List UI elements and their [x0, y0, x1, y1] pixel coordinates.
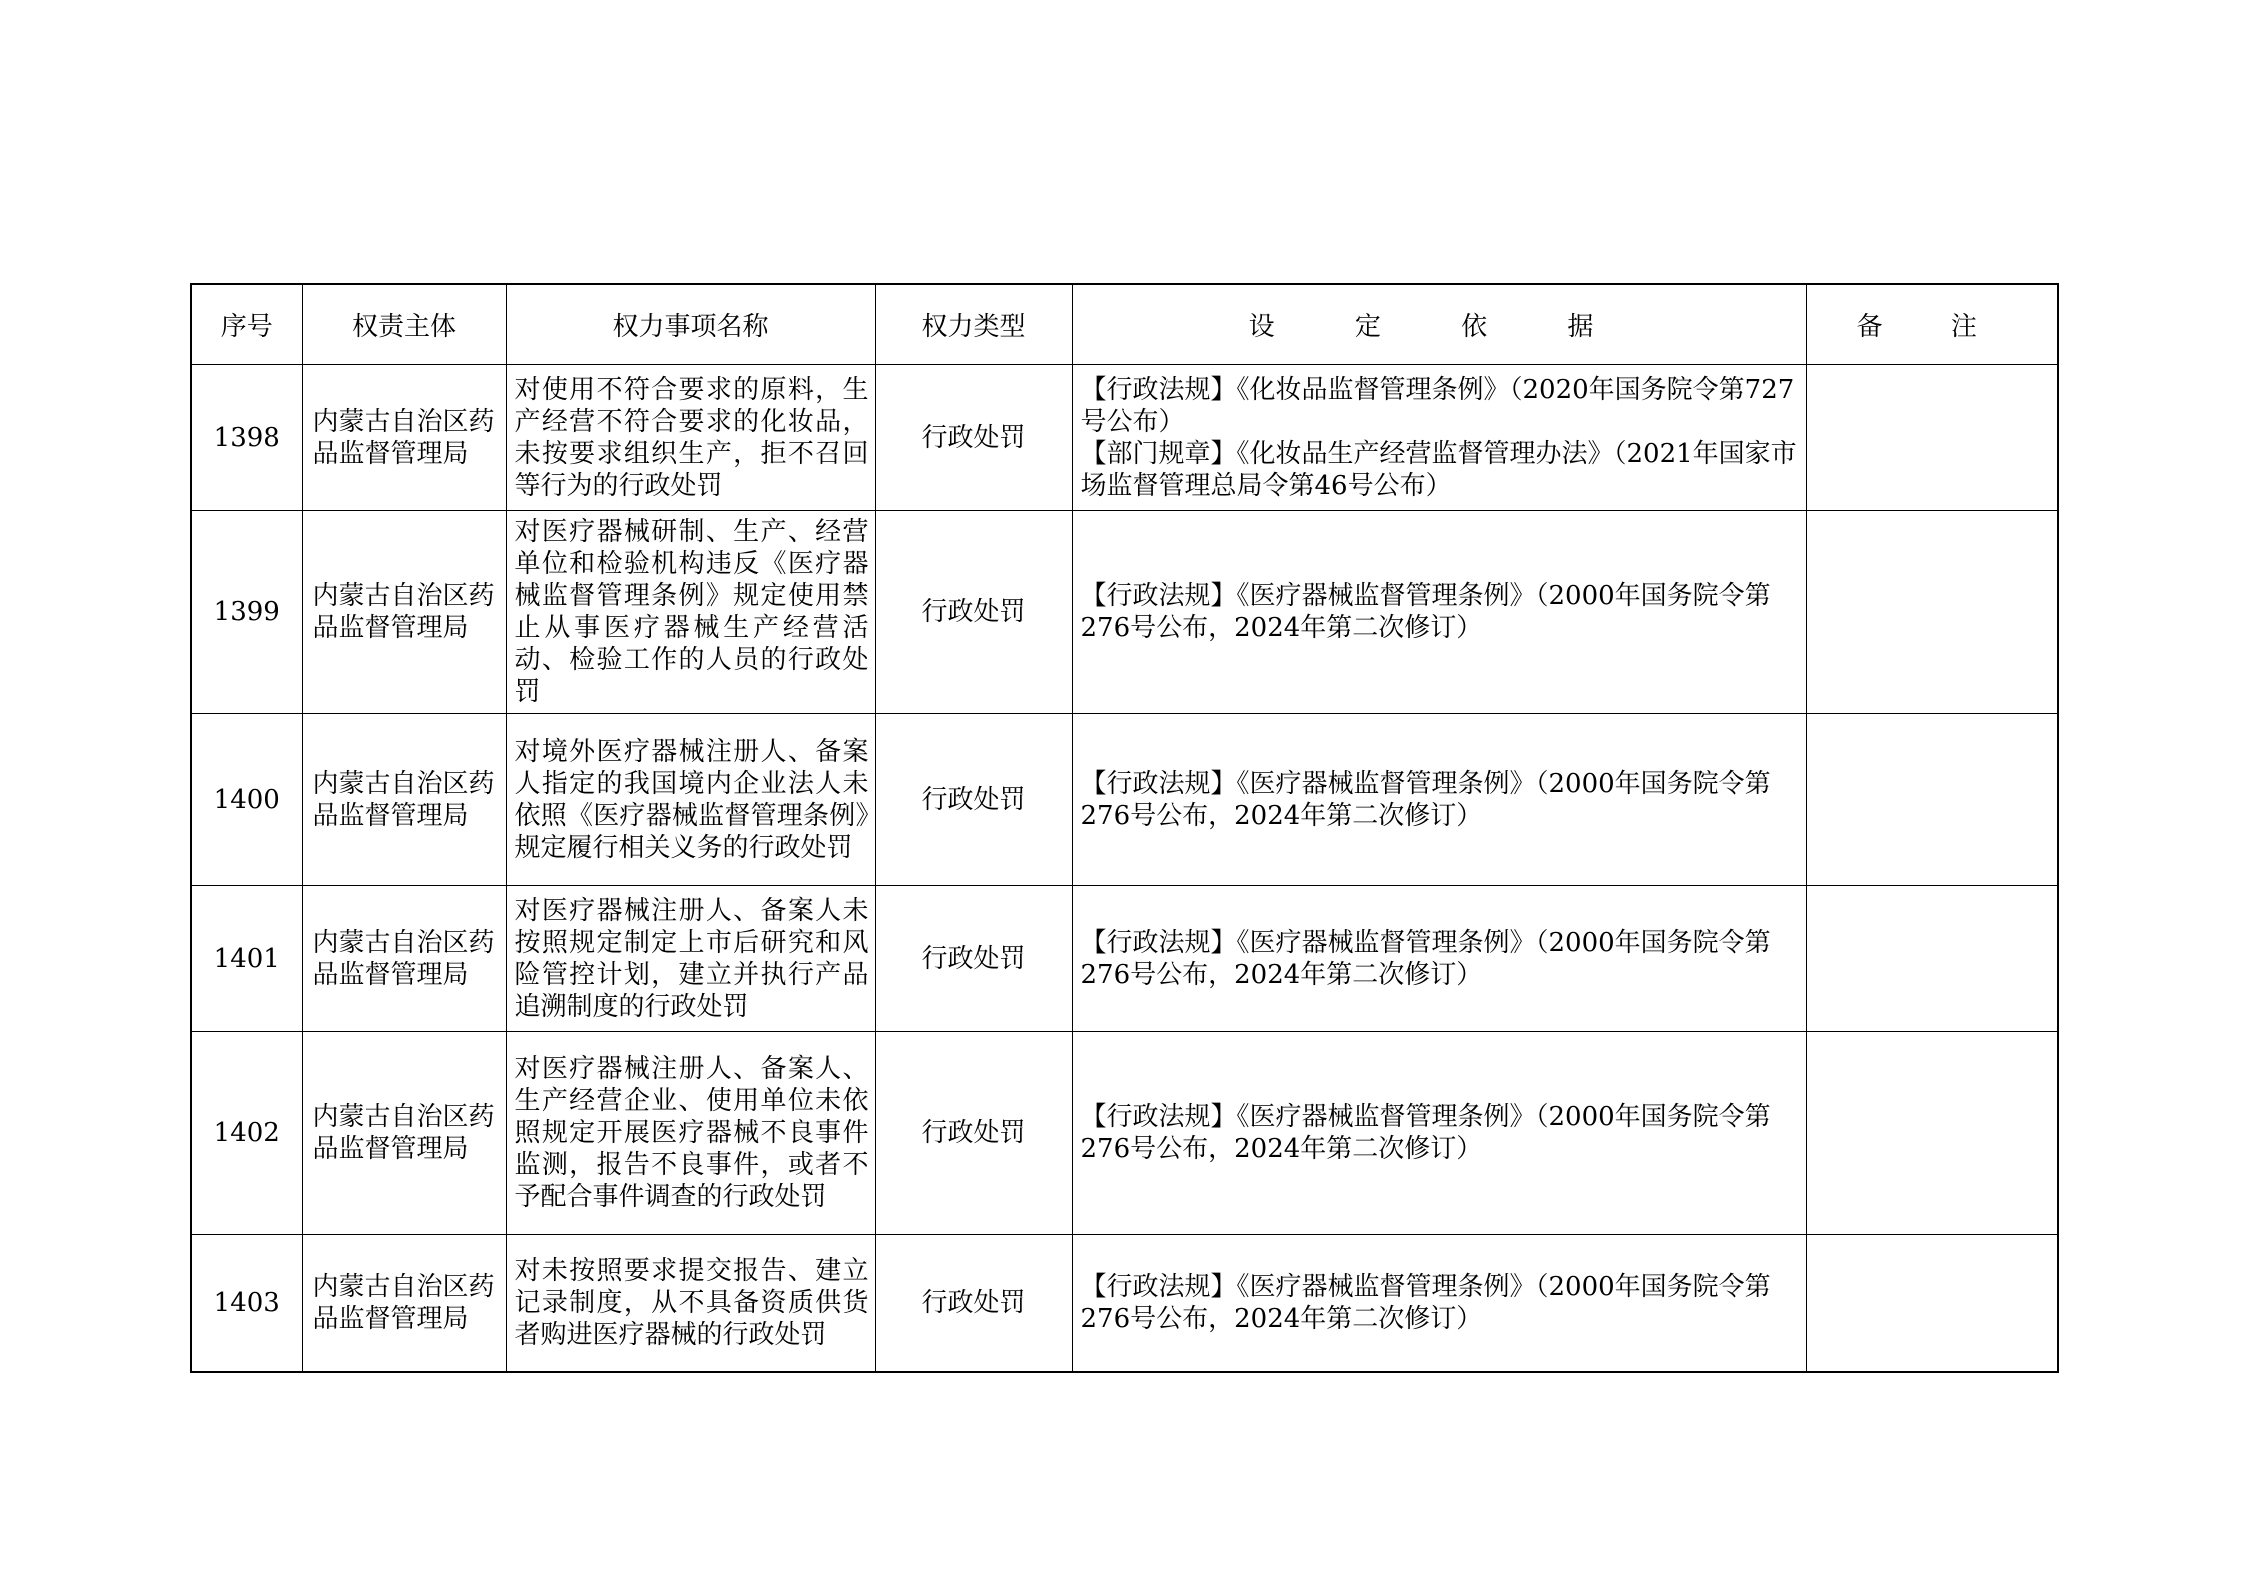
legal-basis-line: 【行政法规】《医疗器械监督管理条例》（2000年国务院令第276号公布，2024年第二次修订） — [1080, 927, 1771, 990]
legal-basis-line: 【行政法规】《医疗器械监督管理条例》（2000年国务院令第276号公布，2024年第二次修订） — [1080, 768, 1771, 831]
cell-power-type: 行政处罚 — [875, 1235, 1072, 1372]
cell-responsible-body: 内蒙古自治区药品监督管理局 — [302, 714, 506, 886]
legal-basis-line: 【行政法规】《医疗器械监督管理条例》（2000年国务院令第276号公布，2024年第二次修订） — [1080, 1271, 1771, 1334]
power-list-table-container — [190, 283, 2057, 1373]
cell-legal-basis — [1072, 365, 1806, 511]
cell-power-type: 行政处罚 — [875, 511, 1072, 714]
legal-basis-line: 【行政法规】《医疗器械监督管理条例》（2000年国务院令第276号公布，2024年第二次修订） — [1080, 581, 1771, 643]
cell-power-type: 行政处罚 — [875, 365, 1072, 511]
header-power-type: 权力类型 — [875, 284, 1072, 365]
table-row — [191, 886, 2058, 1032]
cell-power-type: 行政处罚 — [875, 1032, 1072, 1235]
cell-responsible-body: 内蒙古自治区药品监督管理局 — [302, 1235, 506, 1372]
cell-legal-basis — [1072, 511, 1806, 714]
legal-basis-line: 【行政法规】《化妆品监督管理条例》（2020年国务院令第727号公布） — [1080, 374, 1795, 437]
cell-responsible-body: 内蒙古自治区药品监督管理局 — [302, 511, 506, 714]
table-row — [191, 714, 2058, 886]
cell-serial-number: 1402 — [191, 1032, 302, 1235]
cell-power-type: 行政处罚 — [875, 714, 1072, 886]
cell-remarks — [1806, 511, 2058, 714]
cell-power-item-name: 对医疗器械研制、生产、经营单位和检验机构违反《医疗器械监督管理条例》规定使用禁止从事医疗器械生产经营活动、检验工作的人员的行政处罚 — [506, 511, 875, 714]
header-power-item-name: 权力事项名称 — [506, 284, 875, 365]
cell-power-item-name: 对使用不符合要求的原料，生产经营不符合要求的化妆品，未按要求组织生产，拒不召回等行为的行政处罚 — [506, 365, 875, 511]
cell-serial-number: 1401 — [191, 886, 302, 1032]
cell-responsible-body: 内蒙古自治区药品监督管理局 — [302, 886, 506, 1032]
cell-responsible-body: 内蒙古自治区药品监督管理局 — [302, 365, 506, 511]
power-list-table — [190, 283, 2059, 1373]
cell-legal-basis — [1072, 1032, 1806, 1235]
legal-basis-line: 【部门规章】《化妆品生产经营监督管理办法》（2021年国家市场监督管理总局令第46号公布） — [1080, 438, 1797, 501]
cell-remarks — [1806, 714, 2058, 886]
cell-serial-number: 1400 — [191, 714, 302, 886]
table-row — [191, 511, 2058, 714]
cell-legal-basis — [1072, 886, 1806, 1032]
table-row — [191, 365, 2058, 511]
cell-power-item-name: 对未按照要求提交报告、建立记录制度，从不具备资质供货者购进医疗器械的行政处罚 — [506, 1235, 875, 1372]
cell-responsible-body: 内蒙古自治区药品监督管理局 — [302, 1032, 506, 1235]
cell-serial-number: 1403 — [191, 1235, 302, 1372]
header-serial-number: 序号 — [191, 284, 302, 365]
table-row — [191, 1235, 2058, 1372]
cell-remarks — [1806, 1032, 2058, 1235]
header-legal-basis: 设 定 依 据 — [1072, 284, 1806, 365]
cell-remarks — [1806, 886, 2058, 1032]
cell-power-item-name: 对医疗器械注册人、备案人未按照规定制定上市后研究和风险管控计划，建立并执行产品追溯制度的行政处罚 — [506, 886, 875, 1032]
cell-remarks — [1806, 1235, 2058, 1372]
table-header-row — [191, 284, 2058, 365]
cell-legal-basis — [1072, 714, 1806, 886]
cell-serial-number: 1399 — [191, 511, 302, 714]
legal-basis-line: 【行政法规】《医疗器械监督管理条例》（2000年国务院令第276号公布，2024年第二次修订） — [1080, 1102, 1771, 1164]
cell-remarks — [1806, 365, 2058, 511]
cell-serial-number: 1398 — [191, 365, 302, 511]
cell-power-type: 行政处罚 — [875, 886, 1072, 1032]
cell-power-item-name: 对境外医疗器械注册人、备案人指定的我国境内企业法人未依照《医疗器械监督管理条例》规定履行相关义务的行政处罚 — [506, 714, 875, 886]
cell-legal-basis — [1072, 1235, 1806, 1372]
header-responsible-body: 权责主体 — [302, 284, 506, 365]
header-remarks: 备 注 — [1806, 284, 2058, 365]
table-row — [191, 1032, 2058, 1235]
cell-power-item-name: 对医疗器械注册人、备案人、生产经营企业、使用单位未依照规定开展医疗器械不良事件监测，报告不良事件，或者不予配合事件调查的行政处罚 — [506, 1032, 875, 1235]
